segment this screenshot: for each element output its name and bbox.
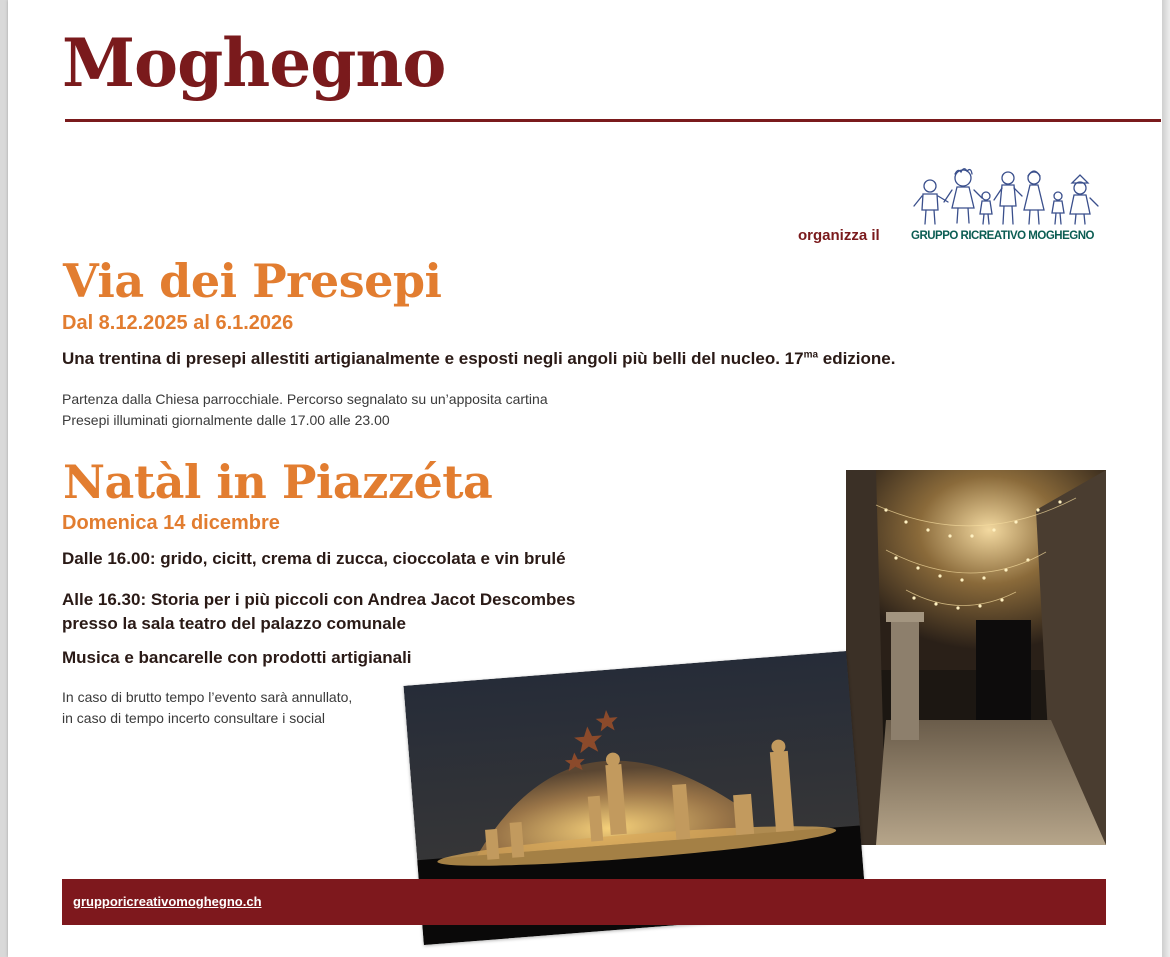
- title-divider: [65, 119, 1161, 122]
- website-link[interactable]: grupporicreativomoghegno.ch: [73, 894, 262, 909]
- page-edge: [1162, 0, 1170, 957]
- organizer-intro: organizza il: [798, 227, 880, 244]
- event2-program-2: Alle 16.30: Storia per i più piccoli con Andrea Jacot Descombes: [62, 590, 576, 609]
- footer-bar: [62, 879, 1106, 925]
- event2-weather-2: in caso di tempo incerto consultare i social: [62, 710, 326, 726]
- event2-title: Natàl in Piazzéta: [63, 455, 493, 509]
- event1-description-main: Una trentina di presepi allestiti artigianalmente e esposti negli angoli più belli del nucleo. 17: [62, 349, 804, 368]
- event2-weather-1: In caso di brutto tempo l’evento sarà annullato,: [62, 689, 353, 705]
- event2-date: Domenica 14 dicembre: [62, 512, 280, 534]
- organizer-logo-text: GRUPPO RICREATIVO MOGHEGNO: [911, 230, 1094, 242]
- event2-program-3: presso la sala teatro del palazzo comunale: [62, 614, 406, 633]
- event2-program-1: Dalle 16.00: grido, cicitt, crema di zucca, cioccolata e vin brulé: [62, 549, 566, 568]
- event1-description-sup: ma: [803, 349, 819, 361]
- event1-description: [62, 347, 895, 371]
- event1-dates: Dal 8.12.2025 al 6.1.2026: [62, 312, 294, 334]
- organizer-logo: [908, 166, 1108, 246]
- event1-description-end: edizione.: [818, 349, 896, 368]
- alley-lights-photo: [846, 470, 1106, 845]
- family-figures-icon: [908, 166, 1108, 228]
- event1-title: Via dei Presepi: [63, 254, 442, 308]
- page-title: Moghegno: [62, 24, 446, 102]
- event2-program-4: Musica e bancarelle con prodotti artigianali: [62, 648, 412, 667]
- event1-detail-1: Partenza dalla Chiesa parrocchiale. Percorso segnalato su un’apposita cartina: [62, 391, 548, 407]
- event1-detail-2: Presepi illuminati giornalmente dalle 17.00 alle 23.00: [62, 412, 390, 428]
